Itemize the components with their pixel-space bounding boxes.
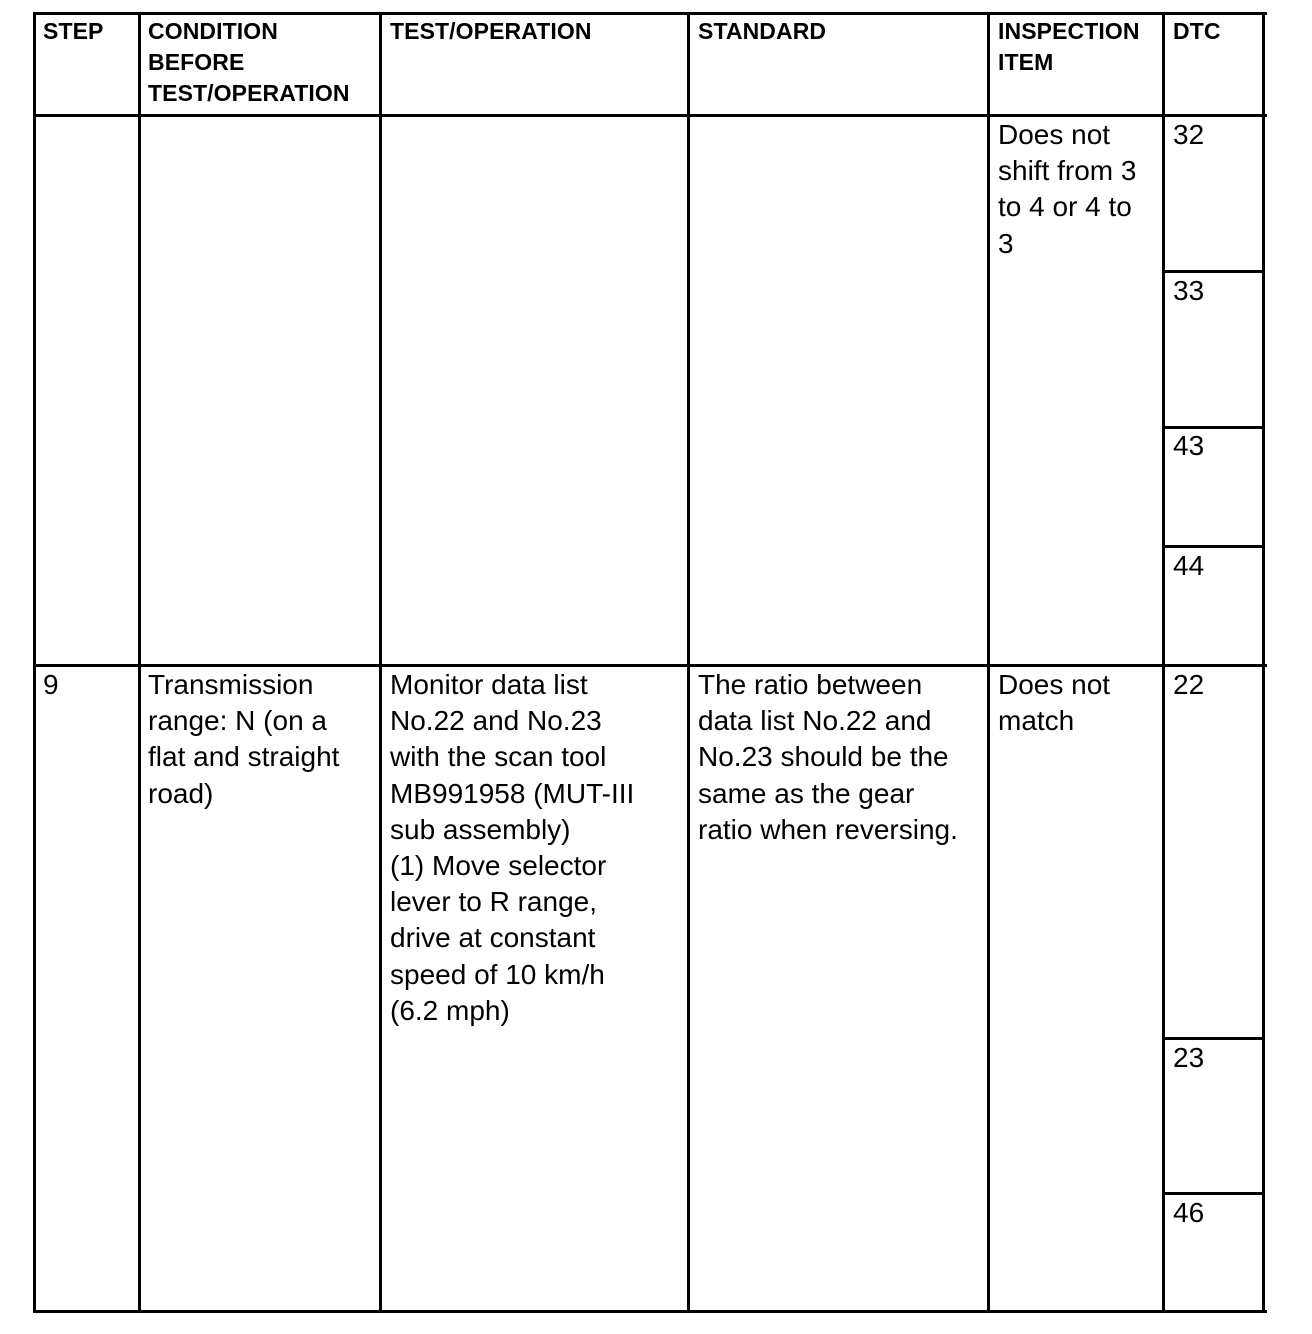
header-condition: CONDITION BEFORE TEST/OPERATION bbox=[148, 18, 350, 106]
column-border bbox=[1162, 12, 1165, 1313]
dtc-code: 33 bbox=[1173, 275, 1205, 306]
dtc-code: 43 bbox=[1173, 430, 1205, 461]
row2-test-operation: Monitor data list No.22 and No.23 with the scan tool MB991958 (MUT-III sub assembly) (1) Move selector lever to R range, drive at constant speed of 10 km/h (6.2 mph) bbox=[390, 669, 635, 1026]
dtc-code: 46 bbox=[1173, 1197, 1205, 1228]
row2-inspection-item: Does not match bbox=[998, 669, 1111, 737]
column-border bbox=[1262, 12, 1265, 1313]
table-top-border bbox=[33, 12, 1267, 15]
header-test-operation: TEST/OPERATION bbox=[390, 18, 592, 44]
column-border bbox=[379, 12, 382, 1313]
header-inspection-item: INSPECTION ITEM bbox=[998, 18, 1140, 75]
table-bottom-border bbox=[33, 1310, 1267, 1313]
dtc-code: 22 bbox=[1173, 669, 1205, 700]
row2-standard: The ratio between data list No.22 and No.23 should be the same as the gear ratio when reversing. bbox=[698, 669, 958, 845]
row2-step: 9 bbox=[43, 669, 59, 700]
header-standard: STANDARD bbox=[698, 18, 827, 44]
column-border bbox=[687, 12, 690, 1313]
row2-condition: Transmission range: N (on a flat and straight road) bbox=[148, 669, 340, 809]
dtc-code: 44 bbox=[1173, 550, 1205, 581]
header-step: STEP bbox=[43, 18, 104, 44]
column-border bbox=[33, 12, 36, 1313]
header-dtc: DTC bbox=[1173, 18, 1221, 44]
row1-inspection-item: Does not shift from 3 to 4 or 4 to 3 bbox=[998, 119, 1137, 259]
dtc-code: 23 bbox=[1173, 1042, 1205, 1073]
dtc-code: 32 bbox=[1173, 119, 1205, 150]
column-border bbox=[987, 12, 990, 1313]
column-border bbox=[138, 12, 141, 1313]
